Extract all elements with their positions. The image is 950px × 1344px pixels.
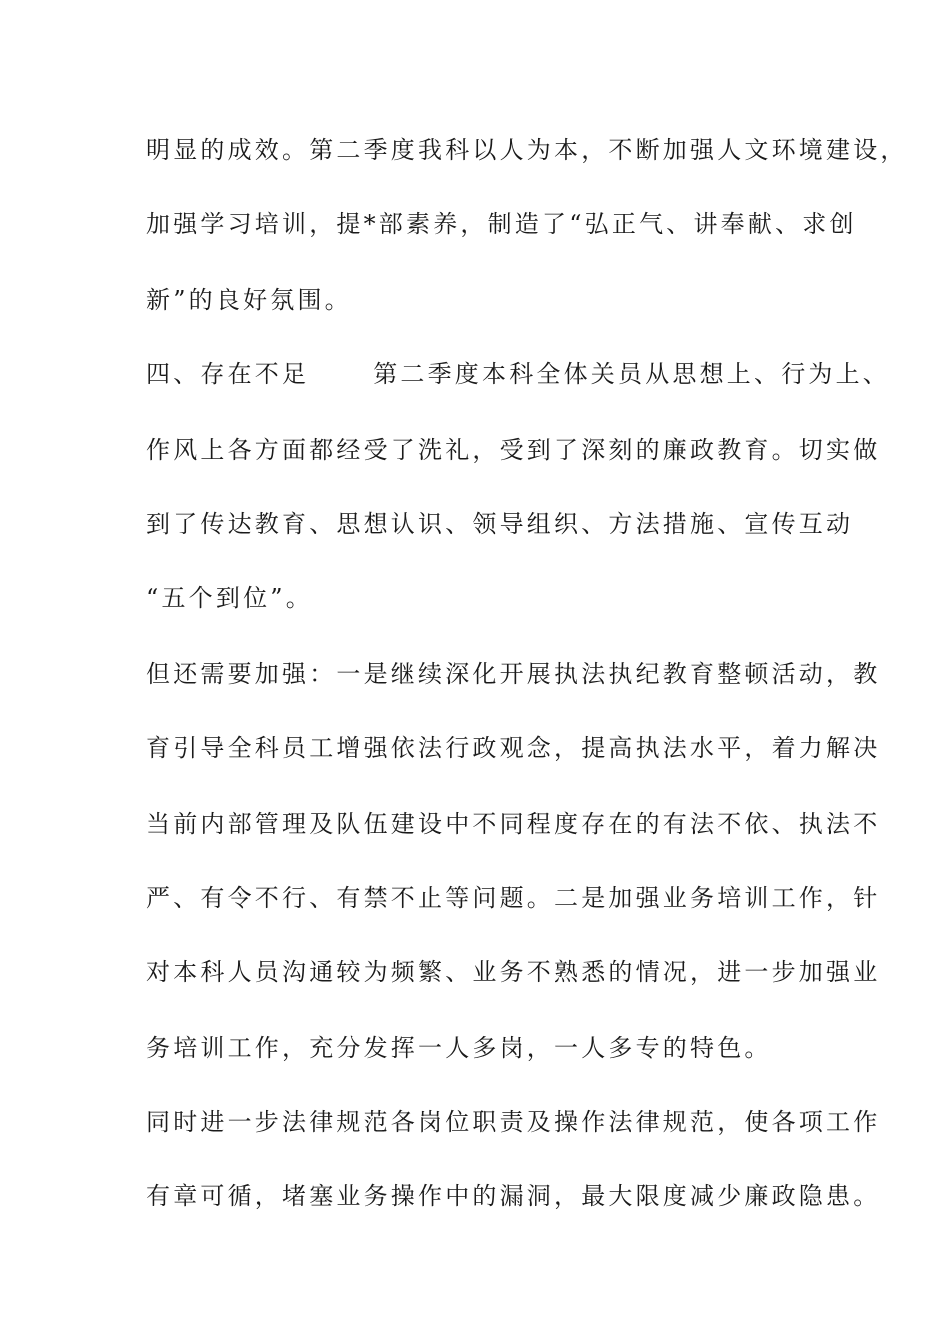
text-line: 有章可循，堵塞业务操作中的漏洞，最大限度减少廉政隐患。 bbox=[146, 1182, 881, 1210]
text-line: 严、有令不行、有禁不止等问题。二是加强业务培训工作，针 bbox=[146, 884, 881, 912]
text-line: 明显的成效。第二季度我科以人为本，不断加强人文环境建设， bbox=[146, 136, 908, 164]
text-line: 新”的良好氛围。 bbox=[146, 286, 352, 314]
text-line: 作风上各方面都经受了洗礼，受到了深刻的廉政教育。切实做 bbox=[146, 436, 881, 464]
text-line: 但还需要加强：一是继续深化开展执法执纪教育整顿活动，教 bbox=[146, 660, 881, 688]
text-line: 务培训工作，充分发挥一人多岗，一人多专的特色。 bbox=[146, 1034, 772, 1062]
text-line: 育引导全科员工增强依法行政观念，提高执法水平，着力解决 bbox=[146, 734, 881, 762]
text-line: 加强学习培训，提*部素养，制造了“弘正气、讲奉献、求创 bbox=[146, 210, 857, 238]
section-heading: 四、存在不足 bbox=[146, 360, 310, 388]
text-line: 到了传达教育、思想认识、领导组织、方法措施、宣传互动 bbox=[146, 510, 854, 538]
section-text: 第二季度本科全体关员从思想上、行为上、 bbox=[373, 360, 891, 388]
section-heading-line bbox=[146, 358, 891, 390]
text-line: “五个到位”。 bbox=[146, 584, 313, 612]
text-line: 对本科人员沟通较为频繁、业务不熟悉的情况，进一步加强业 bbox=[146, 958, 881, 986]
text-line: 同时进一步法律规范各岗位职责及操作法律规范，使各项工作 bbox=[146, 1108, 881, 1136]
text-line: 当前内部管理及队伍建设中不同程度存在的有法不依、执法不 bbox=[146, 810, 881, 838]
